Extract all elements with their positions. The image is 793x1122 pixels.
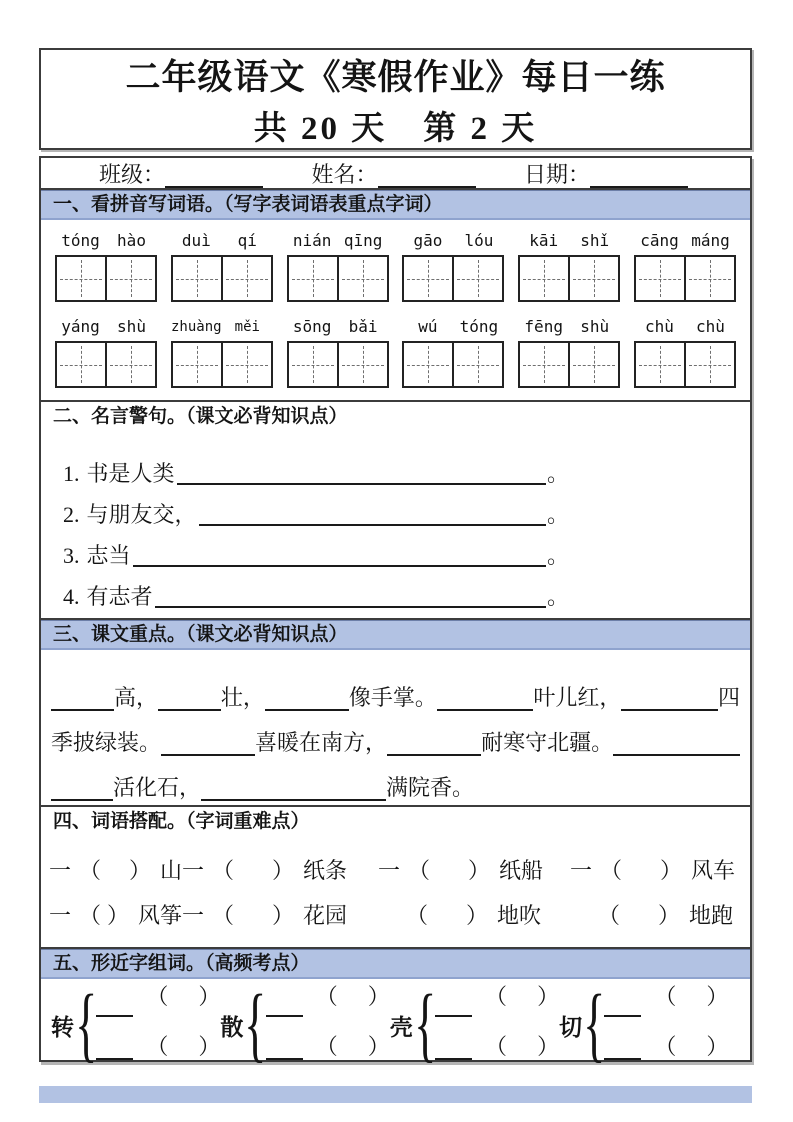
writing-grid <box>402 341 504 388</box>
answer-blank <box>604 1055 641 1060</box>
writing-cell <box>452 257 502 300</box>
paren-pair <box>316 985 390 1009</box>
pinyin-label <box>55 229 157 253</box>
student-info-row <box>41 158 750 188</box>
worksheet-title-box <box>39 48 752 150</box>
paren-close: ） <box>106 903 129 928</box>
paren-close: ） <box>198 1033 221 1059</box>
pinyin-word-group <box>287 229 389 302</box>
writing-grid <box>518 255 620 302</box>
matching-item <box>378 899 570 930</box>
pinyin-label <box>55 315 157 339</box>
answer-blank <box>161 750 255 756</box>
paren-open: （ <box>79 858 102 883</box>
answer-blank <box>201 795 386 801</box>
answer-gap <box>168 985 198 1009</box>
paren-open: （ <box>212 903 235 928</box>
answer-blank <box>613 750 740 756</box>
date-field <box>524 162 688 188</box>
matching-word: 风筝 <box>137 903 182 928</box>
pinyin-label <box>402 315 504 339</box>
answer-blank <box>604 1012 641 1017</box>
pinyin-label <box>402 229 504 253</box>
pinyin-syllable: nián <box>292 231 332 250</box>
brace-rows <box>266 983 390 1060</box>
matching-item <box>378 854 570 885</box>
paren-close: ） <box>706 1033 729 1059</box>
paren-open: （ <box>485 983 508 1009</box>
writing-cell <box>684 343 734 386</box>
matching-row <box>49 892 744 937</box>
answer-blank <box>96 1055 133 1060</box>
answer-blank <box>51 705 114 711</box>
writing-cell <box>173 343 221 386</box>
matching-word: 纸船 <box>499 858 544 883</box>
saying-item <box>63 487 569 528</box>
answer-blank <box>133 561 546 567</box>
pinyin-word-group <box>171 229 273 302</box>
base-character: 切 <box>559 1014 583 1040</box>
matching-item <box>570 854 744 885</box>
writing-grid <box>518 341 620 388</box>
pinyin-syllable: qīng <box>343 231 383 250</box>
cloze-text: 四 <box>717 685 740 710</box>
writing-cell <box>105 257 155 300</box>
brace-glyph: { <box>75 978 98 1071</box>
date-label: 日期： <box>523 162 590 187</box>
pinyin-syllable: máng <box>691 231 730 250</box>
paren-open: （ <box>315 1033 338 1059</box>
pinyin-syllable: shù <box>580 317 610 336</box>
paren-pair <box>316 1035 390 1059</box>
section2-header: 二、名言警句。（课文必背知识点） <box>41 400 750 430</box>
cloze-text: 活化石， <box>113 775 202 800</box>
writing-cell <box>684 257 734 300</box>
pinyin-syllable: fēng <box>524 317 563 336</box>
pinyin-syllable: shù <box>117 317 146 336</box>
answer-gap <box>676 985 706 1009</box>
paren-close: ） <box>367 1033 390 1059</box>
paren-open: （ <box>406 903 429 928</box>
pinyin-word-group <box>287 315 389 388</box>
cloze-text: 喜暖在南方， <box>255 730 388 755</box>
paren-close: ） <box>468 858 491 883</box>
base-character: 散 <box>220 1014 244 1040</box>
pinyin-syllable: shǐ <box>580 231 610 250</box>
similar-char-group <box>51 978 221 1071</box>
pinyin-label <box>171 229 273 253</box>
writing-grid <box>55 341 157 388</box>
writing-cell <box>404 343 452 386</box>
item-number: 4. <box>63 584 80 609</box>
word-slot <box>266 1034 390 1060</box>
pinyin-label <box>518 315 620 339</box>
paren-close: ） <box>128 858 151 883</box>
word-slot <box>266 983 390 1017</box>
answer-blank <box>435 1055 472 1060</box>
period: 。 <box>546 543 569 568</box>
pinyin-syllable: chù <box>696 317 725 336</box>
pinyin-word-group <box>518 229 620 302</box>
answer-blank <box>96 1012 133 1017</box>
pinyin-syllable: chù <box>645 317 674 336</box>
saying-item <box>63 569 569 610</box>
paren-open: （ <box>212 858 235 883</box>
pinyin-word-group <box>171 315 273 388</box>
answer-gap <box>676 1035 706 1059</box>
paren-open: （ <box>485 1033 508 1059</box>
writing-grid <box>402 255 504 302</box>
matching-item <box>182 854 378 885</box>
paren-close: ） <box>272 858 295 883</box>
section3-body <box>41 650 750 805</box>
writing-cell <box>404 257 452 300</box>
pinyin-word-group <box>402 315 504 388</box>
writing-cell <box>105 343 155 386</box>
paren-pair <box>654 1035 728 1059</box>
matching-item <box>49 854 182 885</box>
cloze-text: 满院香。 <box>386 775 475 800</box>
item-number: 3. <box>63 543 80 568</box>
measure-prefix: 一 <box>378 858 401 883</box>
pinyin-word-group <box>634 315 736 388</box>
writing-cell <box>221 343 271 386</box>
similar-char-group <box>559 978 729 1071</box>
paren-open: （ <box>146 983 169 1009</box>
matching-word: 风车 <box>691 858 736 883</box>
writing-cell <box>221 257 271 300</box>
date-blank <box>590 164 688 188</box>
pinyin-row-1 <box>55 229 736 302</box>
writing-cell <box>568 343 618 386</box>
similar-char-group <box>389 978 560 1071</box>
cloze-text: 季披绿装。 <box>51 730 162 755</box>
pinyin-word-group <box>55 315 157 388</box>
pinyin-word-group <box>402 229 504 302</box>
answer-gap <box>338 1035 368 1059</box>
writing-grid <box>171 255 273 302</box>
cloze-text: 耐寒守北疆。 <box>481 730 614 755</box>
period: 。 <box>546 461 569 486</box>
answer-blank <box>621 705 718 711</box>
word-slot <box>435 983 560 1017</box>
section3-header: 三、课文重点。（课文必背知识点） <box>41 618 750 650</box>
paren-open: （ <box>408 858 431 883</box>
writing-cell <box>452 343 502 386</box>
matching-word: 纸条 <box>303 858 348 883</box>
matching-item <box>49 899 182 930</box>
pinyin-syllable: měi <box>234 319 260 335</box>
item-text: 书是人类 <box>86 461 175 486</box>
paren-pair <box>146 985 220 1009</box>
pinyin-label <box>287 315 389 339</box>
item-text: 与朋友交， <box>86 502 197 527</box>
matching-word: 山 <box>159 858 182 883</box>
cloze-line <box>51 756 740 801</box>
measure-prefix: 一 <box>182 903 205 928</box>
brace-rows <box>96 983 221 1060</box>
writing-cell <box>636 343 684 386</box>
word-slot <box>96 1034 220 1060</box>
paren-close: ） <box>466 903 489 928</box>
worksheet-title: 二年级语文《寒假作业》每日一练 <box>125 57 666 97</box>
pinyin-syllable: kāi <box>529 231 559 250</box>
section5-header: 五、形近字组词。（高频考点） <box>41 947 750 979</box>
writing-grid <box>634 341 736 388</box>
paren-close: ） <box>660 858 683 883</box>
brace-rows <box>604 983 729 1060</box>
name-field <box>311 162 475 188</box>
paren-pair <box>485 1035 559 1059</box>
pinyin-syllable: duì <box>181 231 211 250</box>
pinyin-syllable: hào <box>117 231 146 250</box>
pinyin-syllable: gāo <box>413 231 443 250</box>
base-character: 壳 <box>389 1014 413 1040</box>
matching-item <box>570 899 744 930</box>
answer-blank <box>435 1012 472 1017</box>
measure-prefix: 一 <box>182 858 205 883</box>
pinyin-word-group <box>518 315 620 388</box>
item-number: 1. <box>63 461 80 486</box>
answer-gap <box>338 985 368 1009</box>
paren-open: （ <box>146 1033 169 1059</box>
answer-blank <box>387 750 481 756</box>
measure-prefix: 一 <box>570 858 593 883</box>
word-slot <box>604 983 729 1017</box>
name-label: 姓名： <box>311 162 378 187</box>
section1-body <box>41 220 750 400</box>
pinyin-syllable: sōng <box>292 317 332 336</box>
pinyin-word-group <box>634 229 736 302</box>
writing-grid <box>287 255 389 302</box>
paren-close: ） <box>198 983 221 1009</box>
word-slot <box>604 1034 728 1060</box>
pinyin-label <box>518 229 620 253</box>
pinyin-syllable: lóu <box>464 231 494 250</box>
item-text: 志当 <box>86 543 131 568</box>
saying-item <box>63 528 569 569</box>
answer-blank <box>158 705 221 711</box>
paren-open: （ <box>654 983 677 1009</box>
pinyin-syllable: wú <box>418 317 438 336</box>
matching-row <box>49 847 744 892</box>
answer-blank <box>51 795 113 801</box>
answer-gap <box>507 985 537 1009</box>
answer-blank <box>266 1012 303 1017</box>
brace-glyph: { <box>583 978 606 1071</box>
name-blank <box>378 164 476 188</box>
section4-body <box>41 835 750 947</box>
worksheet-body <box>39 156 752 1071</box>
matching-item <box>182 899 378 930</box>
paren-open: （ <box>79 903 102 928</box>
paren-pair <box>654 985 728 1009</box>
answer-blank <box>177 479 546 485</box>
pinyin-syllable: zhuàng <box>171 319 222 335</box>
paren-close: ） <box>272 903 295 928</box>
pinyin-syllable: tóng <box>61 231 100 250</box>
word-slot <box>96 983 221 1017</box>
matching-word: 地吹 <box>497 903 542 928</box>
pinyin-label <box>171 315 273 339</box>
cloze-text: 叶儿红， <box>533 685 622 710</box>
answer-gap <box>507 1035 537 1059</box>
paren-open: （ <box>600 858 623 883</box>
similar-char-group <box>220 978 390 1071</box>
answer-blank <box>265 705 349 711</box>
matching-word: 花园 <box>303 903 348 928</box>
writing-cell <box>289 257 337 300</box>
pinyin-syllable: qí <box>237 231 257 250</box>
worksheet-subtitle: 共 20 天 第 2 天 <box>253 110 538 147</box>
paren-close: ） <box>367 983 390 1009</box>
answer-blank <box>199 520 546 526</box>
writing-cell <box>520 257 568 300</box>
brace-rows <box>435 983 560 1060</box>
paren-open: （ <box>315 983 338 1009</box>
brace-glyph: { <box>244 978 267 1071</box>
section2-body <box>41 430 750 618</box>
word-slot <box>435 1034 559 1060</box>
class-label: 班级： <box>99 162 166 187</box>
paren-pair <box>485 985 559 1009</box>
section1-header: 一、看拼音写词语。（写字表词语表重点字词） <box>41 188 750 220</box>
writing-grid <box>55 255 157 302</box>
cloze-text: 壮， <box>220 685 265 710</box>
matching-word: 地跑 <box>689 903 734 928</box>
writing-cell <box>636 257 684 300</box>
pinyin-label <box>287 229 389 253</box>
item-number: 2. <box>63 502 80 527</box>
pinyin-syllable: tóng <box>459 317 499 336</box>
measure-prefix: 一 <box>49 903 72 928</box>
cloze-text: 像手掌。 <box>348 685 437 710</box>
paren-close: ） <box>658 903 681 928</box>
brace-glyph: { <box>413 978 436 1071</box>
class-blank <box>165 164 263 188</box>
base-character: 转 <box>51 1014 74 1040</box>
pinyin-word-group <box>55 229 157 302</box>
writing-cell <box>57 343 105 386</box>
writing-grid <box>171 341 273 388</box>
period: 。 <box>546 502 569 527</box>
class-field <box>99 162 263 188</box>
paren-open: （ <box>598 903 621 928</box>
writing-cell <box>520 343 568 386</box>
cloze-text: 高， <box>113 685 158 710</box>
writing-cell <box>57 257 105 300</box>
writing-grid <box>634 255 736 302</box>
pinyin-label <box>634 315 736 339</box>
answer-gap <box>168 1035 198 1059</box>
saying-item <box>63 446 569 487</box>
writing-cell <box>337 257 387 300</box>
pinyin-syllable: bǎi <box>348 317 378 336</box>
cloze-line <box>51 711 740 756</box>
section4-header: 四、词语搭配。（字词重难点） <box>41 805 750 835</box>
paren-close: ） <box>537 983 560 1009</box>
pinyin-syllable: cāng <box>640 231 679 250</box>
writing-cell <box>337 343 387 386</box>
pinyin-syllable: yáng <box>61 317 100 336</box>
cloze-line <box>51 666 740 711</box>
writing-cell <box>568 257 618 300</box>
writing-cell <box>289 343 337 386</box>
writing-cell <box>173 257 221 300</box>
next-section-bar <box>39 1086 752 1103</box>
pinyin-label <box>634 229 736 253</box>
paren-close: ） <box>706 983 729 1009</box>
period: 。 <box>546 584 569 609</box>
section5-body <box>41 979 750 1077</box>
answer-blank <box>155 602 546 608</box>
paren-pair <box>146 1035 220 1059</box>
item-text: 有志者 <box>86 584 153 609</box>
pinyin-row-2 <box>55 315 736 388</box>
answer-blank <box>437 705 534 711</box>
writing-grid <box>287 341 389 388</box>
paren-close: ） <box>537 1033 560 1059</box>
paren-open: （ <box>654 1033 677 1059</box>
answer-blank <box>266 1055 303 1060</box>
measure-prefix: 一 <box>49 858 72 883</box>
